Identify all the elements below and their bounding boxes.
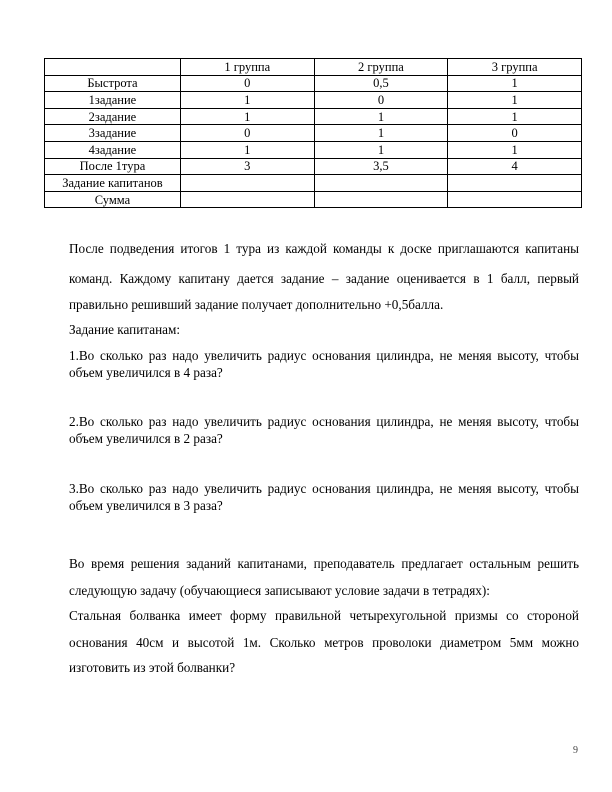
extra-line-5: изготовить из этой болванки? [69,660,236,675]
row-label-cell: 2задание [45,108,181,125]
table-header-cell: 3 группа [448,59,582,76]
table-cell: 0 [448,125,582,142]
table-cell: 1 [180,141,314,158]
table-header-row [45,59,582,76]
table-cell: 1 [314,125,448,142]
row-label-cell: 4задание [45,141,181,158]
extra-line-1: Во время решения заданий капитанами, преподаватель предлагает остальным решить [69,556,579,571]
row-label-cell: Задание капитанов [45,175,181,192]
extra-line-2: следующую задачу (обучающиеся записывают условие задачи в тетрадях): [69,583,490,598]
table-cell: 0 [180,75,314,92]
table-row [45,75,582,92]
table-row [45,191,582,208]
captains-heading: Задание капитанам: [69,322,180,337]
table-cell [448,175,582,192]
table-cell: 1 [314,141,448,158]
row-label-cell: 3задание [45,125,181,142]
table-cell: 1 [180,92,314,109]
table-cell: 1 [180,108,314,125]
table-cell [180,191,314,208]
table-cell: 1 [314,108,448,125]
table-cell: 4 [448,158,582,175]
table-row [45,158,582,175]
task-2-line-1: 2.Во сколько раз надо увеличить радиус основания цилиндра, не меняя высоту, чтобы [69,414,579,429]
extra-line-3: Стальная болванка имеет форму правильной четырехугольной призмы со стороной [69,608,579,623]
table-row [45,175,582,192]
table-cell: 0,5 [314,75,448,92]
row-label-cell: После 1тура [45,158,181,175]
table-cell [180,175,314,192]
task-3-line-2: объем увеличился в 3 раза? [69,498,223,513]
table-row [45,108,582,125]
table-cell: 0 [180,125,314,142]
table-header-cell [45,59,181,76]
table-cell: 3,5 [314,158,448,175]
task-1-line-1: 1.Во сколько раз надо увеличить радиус основания цилиндра, не меняя высоту, чтобы [69,348,579,363]
intro-line-1: После подведения итогов 1 тура из каждой команды к доске приглашаются капитаны [69,241,579,256]
table-cell: 1 [448,108,582,125]
task-1-line-2: объем увеличился в 4 раза? [69,365,223,380]
score-table [44,58,582,208]
table-cell: 1 [448,141,582,158]
row-label-cell: 1задание [45,92,181,109]
table-cell: 1 [448,75,582,92]
table-row [45,125,582,142]
table-cell: 1 [448,92,582,109]
row-label-cell: Быстрота [45,75,181,92]
table-cell: 0 [314,92,448,109]
extra-line-4: основания 40см и высотой 1м. Сколько метров проволоки диаметром 5мм можно [69,635,579,650]
row-label-cell: Сумма [45,191,181,208]
table-cell [314,175,448,192]
task-2-line-2: объем увеличился в 2 раза? [69,431,223,446]
score-table-body [45,59,582,208]
page-number: 9 [573,745,578,756]
table-header-cell: 1 группа [180,59,314,76]
table-row [45,92,582,109]
table-row [45,141,582,158]
intro-line-3: правильно решивший задание получает дополнительно +0,5балла. [69,297,444,312]
table-cell [448,191,582,208]
table-cell [314,191,448,208]
task-3-line-1: 3.Во сколько раз надо увеличить радиус основания цилиндра, не меняя высоту, чтобы [69,481,579,496]
intro-line-2: команд. Каждому капитану дается задание – задание оценивается в 1 балл, первый [69,271,579,286]
table-header-cell: 2 группа [314,59,448,76]
table-cell: 3 [180,158,314,175]
